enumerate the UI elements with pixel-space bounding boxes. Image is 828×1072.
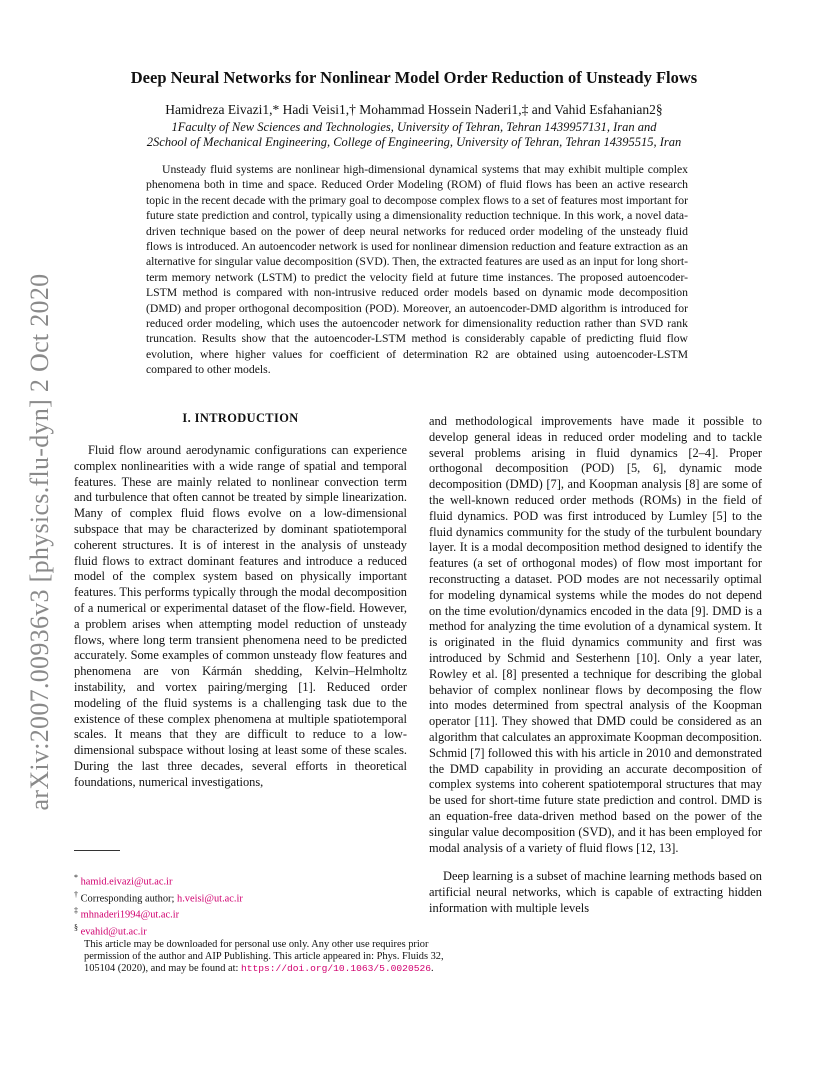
email-link-naderi[interactable]: mhnaderi1994@ut.ac.ir [80, 909, 180, 921]
author-list: Hamidreza Eivazi1,* Hadi Veisi1,† Mohammad Hossein Naderi1,‡ and Vahid Esfahanian2§ [165, 102, 663, 117]
paper-title: Deep Neural Networks for Nonlinear Model Order Reduction of Unsteady Flows [130, 68, 698, 87]
affiliation-1: 1Faculty of New Sciences and Technologies, University of Tehran, Tehran 1439957131, Iran and [171, 120, 657, 134]
footnote-3: ‡ mhnaderi1994@ut.ac.ir [74, 906, 180, 921]
footnotes [74, 872, 464, 975]
intro-paragraph-3: Deep learning is a subset of machine learning methods based on artificial neural networks, which is capable of extracting hidden information with multiple levels [429, 869, 762, 915]
email-link-eivazi[interactable]: hamid.eivazi@ut.ac.ir [80, 876, 173, 888]
intro-paragraph-1: Fluid flow around aerodynamic configurations can experience complex nonlinearities with a wide range of spatial and temporal features. These are mainly related to nonlinear convection term and turbulence that often cannot be treated by simple linearization. Many of complex fluid flows evolve on a low-dimensional subspace that may be characterized by dominant spatiotemporal coherent structures. It is of interest in the analysis of unsteady fluid flows to extract dominant features and introduce a reduced model of the complex system based on physically important features. This performs typically through the modal decomposition of a numerical or experimental dataset of the flow-field. However, a problem arises when attempting model reduction of unsteady flows, where long term transient phenomena need to be predicted accurately. Some examples of common unsteady flow features and phenomena are von Kármán shedding, Kelvin–Helmholtz instability, and vortex pairing/merging [1]. Reduced order modeling of the fluid systems is a challenging task due to the existence of these complex phenomena at multiple spatiotemporal scales. It means that they are difficult to reduce to a low-dimensional subspace without losing at least some of these scales. During the last three decades, several efforts in theoretical foundations, numerical investigations, [74, 443, 407, 789]
email-link-esfahanian[interactable]: evahid@ut.ac.ir [80, 926, 147, 938]
footnote-4: § evahid@ut.ac.ir [74, 923, 147, 938]
arxiv-side-label [14, 262, 66, 822]
publication-note: This article may be downloaded for personal use only. Any other use requires prior permission of the author and AIP Publishing. This article appeared in: Phys. Fluids 32, 105104 (2020), and may be found at: https://doi.org/10.1063/5.0020526. [84, 938, 444, 975]
intro-paragraph-2: and methodological improvements have made it possible to develop general ideas in reduced order modeling and to tackle several problems arising in fluid dynamics [2–4]. Proper orthogonal decomposition (POD) [5, 6], dynamic mode decomposition (DMD) [7], and Koopman analysis [8] are some of the well-known reduced order methods (ROMs) in the field of fluid dynamics. POD was first introduced by Lumley [5] to the fluid dynamics community for the study of the turbulent boundary layer. It is a modal decomposition method designed to identify the features (a set of orthogonal modes) of flow most important for reconstructing a dataset. POD modes are not necessarily optimal for modeling dynamical systems while the modes do not depend on the time evolution/dynamics encoded in the data [9]. DMD is a method for analyzing the time evolution of a dynamical system. It is originated in the fluid dynamics community and first was introduced by Schmid and Sesterhenn [10]. Only a year later, Rowley et al. [8] presented a technique for describing the global behavior of complex nonlinear flows by decomposing the flow into modes determined from spectral analysis of the Koopman operator [11]. They showed that DMD could be considered as an algorithm that calculates an approximate Koopman decomposition. Schmid [7] followed this with his article in 2010 and demonstrated the DMD capability in providing an accurate decomposition of complex systems into coherent spatiotemporal structures that may be used for short-time future state prediction and control. DMD is an equation-free data-driven method based on the power of the singular value decomposition (SVD), and it has been employed for modal analysis of a variety of fluid flows [12, 13]. [429, 414, 762, 855]
email-link-veisi[interactable]: h.veisi@ut.ac.ir [177, 893, 243, 905]
footnote-2: † Corresponding author; h.veisi@ut.ac.ir [74, 889, 243, 905]
affiliation-2: 2School of Mechanical Engineering, College of Engineering, University of Tehran, Tehran 14395515, Iran [146, 135, 682, 149]
abstract: Unsteady fluid systems are nonlinear high-dimensional dynamical systems that may exhibit multiple complex phenomena both in time and space. Reduced Order Modeling (ROM) of fluid flows has been an active research topic in the recent decade with the primary goal to decompose complex flows to a set of features most important for future state prediction and control, typically using a dimensionality reduction technique. In this work, a novel data-driven technique based on the power of deep neural networks for reduced order modeling of the unsteady fluid flows is introduced. An autoencoder network is used for nonlinear dimension reduction and feature extraction as an alternative for singular value decomposition (SVD). Then, the extracted features are used as an input for long short-term memory network (LSTM) to predict the velocity field at future time instances. The proposed autoencoder-LSTM method is compared with non-intrusive reduced order models based on dynamic mode decomposition (DMD) and proper orthogonal decomposition (POD). Moreover, an autoencoder-DMD algorithm is introduced for reduced order modeling, which uses the autoencoder network for dimensionality reduction rather than SVD rank truncation. Results show that the autoencoder-LSTM method is considerably capable of predicting fluid flow evolution, where higher values for coefficient of determination R2 are obtained using autoencoder-LSTM compared to other models. [146, 163, 689, 377]
right-column [429, 414, 762, 917]
section-heading-introduction: I. INTRODUCTION [182, 411, 299, 425]
arxiv-identifier: arXiv:2007.00936v3 [physics.flu-dyn] 2 Oct 2020 [25, 273, 54, 811]
footnote-1: * hamid.eivazi@ut.ac.ir [74, 873, 173, 888]
left-column [74, 443, 407, 791]
footnote-rule [74, 850, 120, 851]
doi-link[interactable]: https://doi.org/10.1063/5.0020526 [240, 963, 431, 975]
